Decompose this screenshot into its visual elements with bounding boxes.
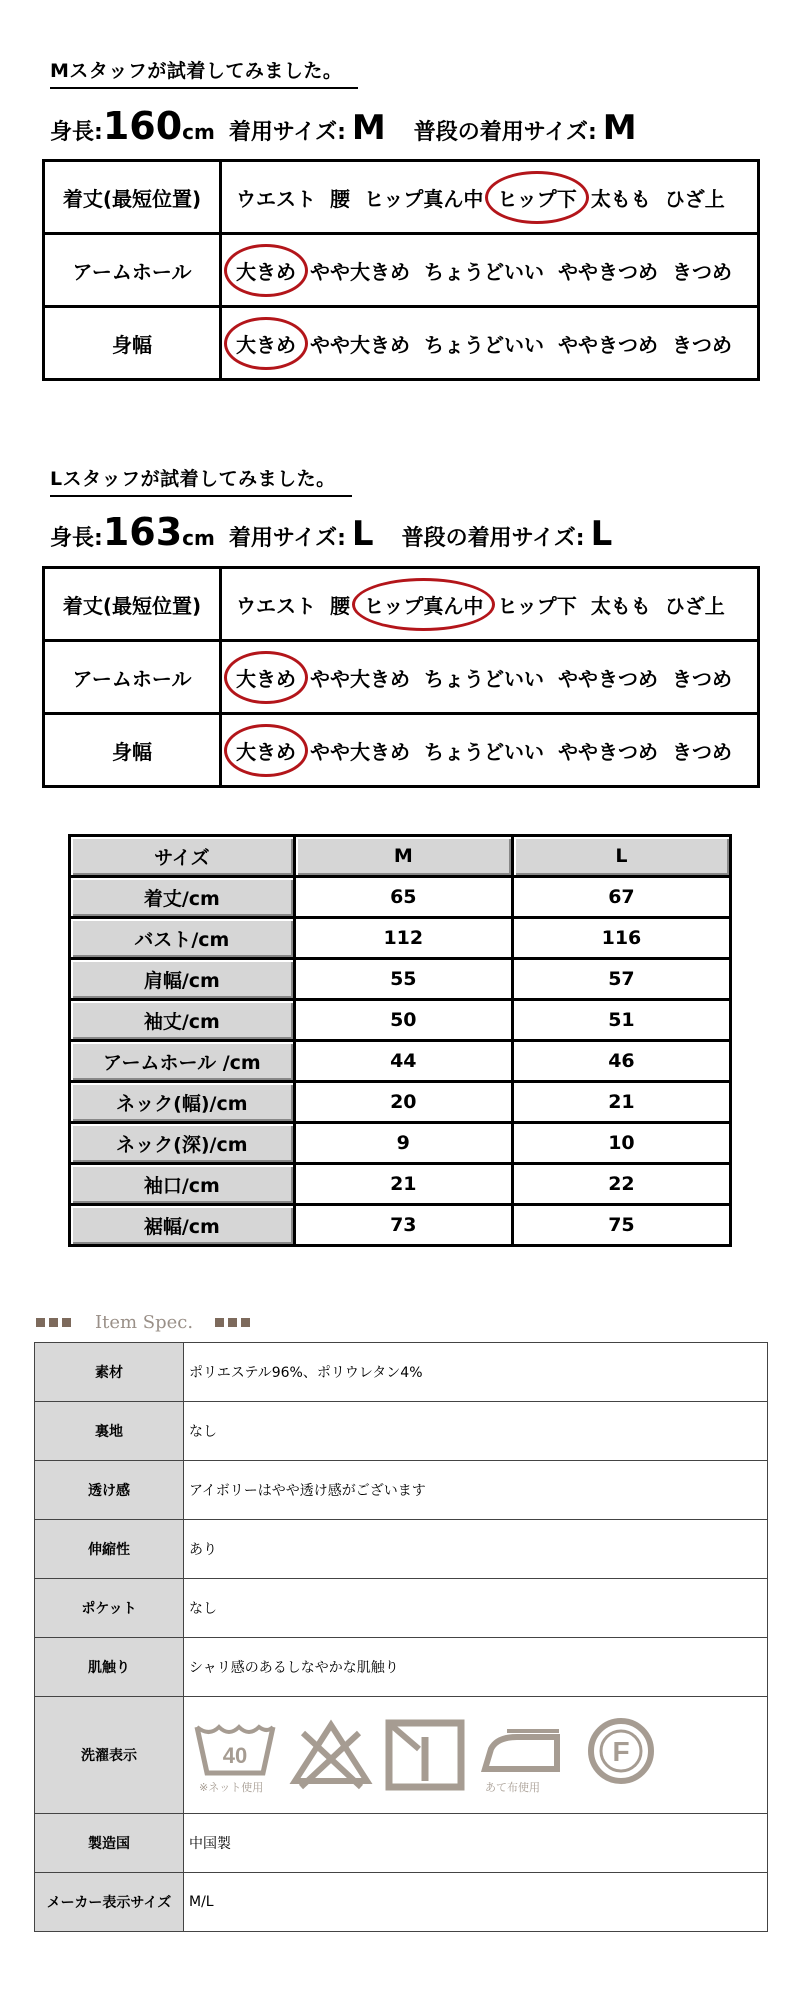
height-value: 163 — [102, 510, 183, 554]
fit-option: やや大きめ — [310, 332, 410, 357]
fit-row — [44, 307, 759, 380]
size-header-cell: L — [514, 837, 729, 878]
fit-option: きつめ — [672, 332, 732, 357]
spec-label: ポケット — [35, 1579, 184, 1638]
spec-row — [35, 1520, 768, 1579]
spec-label: 素材 — [35, 1343, 184, 1402]
spec-row — [35, 1638, 768, 1697]
size-row — [71, 1124, 729, 1165]
fit-option: ややきつめ — [558, 259, 658, 284]
spec-label: 裏地 — [35, 1402, 184, 1461]
fit-option-selected: ヒップ真ん中 — [364, 590, 483, 619]
size-header-row — [71, 837, 729, 878]
fit-row-label: アームホール — [44, 641, 221, 714]
spec-value: ポリエステル96%、ポリウレタン4% — [184, 1343, 768, 1402]
fit-row-label: 着丈(最短位置) — [44, 568, 221, 641]
square-icon — [36, 1318, 45, 1327]
size-row-label: バスト/cm — [71, 919, 296, 960]
spec-row — [35, 1461, 768, 1520]
size-row-label: ネック(幅)/cm — [71, 1083, 296, 1124]
fit-option: ちょうどいい — [424, 259, 544, 284]
size-row — [71, 1001, 729, 1042]
l-staff-title: Lスタッフが試着してみました。 — [50, 464, 352, 497]
size-row — [71, 1083, 729, 1124]
size-value: 65 — [296, 878, 514, 919]
dry-clean-letter: F — [612, 1736, 630, 1767]
fit-option: 腰 — [330, 593, 350, 618]
spec-row — [35, 1343, 768, 1402]
size-row-label: 裾幅/cm — [71, 1206, 296, 1244]
square-icon — [241, 1318, 250, 1327]
size-row-label: 肩幅/cm — [71, 960, 296, 1001]
usual-size-value: L — [590, 514, 613, 554]
fit-options — [221, 161, 759, 234]
fit-option-selected: 大きめ — [236, 256, 296, 285]
size-value: 51 — [514, 1001, 729, 1042]
fit-options — [221, 307, 759, 380]
size-value: 57 — [514, 960, 729, 1001]
square-icon — [62, 1318, 71, 1327]
size-header-cell: サイズ — [71, 837, 296, 878]
spec-row — [35, 1697, 768, 1814]
size-value: 46 — [514, 1042, 729, 1083]
fit-option: きつめ — [672, 666, 732, 691]
spec-value: M/L — [184, 1873, 768, 1932]
size-value: 10 — [514, 1124, 729, 1165]
line-dry-icon — [383, 1715, 467, 1795]
size-value: 67 — [514, 878, 729, 919]
size-value: 44 — [296, 1042, 514, 1083]
fit-row-label: アームホール — [44, 234, 221, 307]
fit-option: 太もも — [590, 186, 651, 211]
spec-label: 製造国 — [35, 1814, 184, 1873]
fit-option-selected: ヒップ下 — [497, 183, 576, 212]
wash-tub-icon — [189, 1715, 279, 1795]
size-value: 21 — [514, 1083, 729, 1124]
height-label: 身長: — [50, 120, 103, 145]
fit-option: ウエスト — [236, 593, 316, 618]
no-bleach-icon — [289, 1715, 373, 1795]
fit-option: やや大きめ — [310, 739, 410, 764]
fit-option: ヒップ下 — [497, 593, 577, 618]
spec-value: シャリ感のあるしなやかな肌触り — [184, 1638, 768, 1697]
fit-row — [44, 714, 759, 787]
spec-value: アイボリーはやや透け感がございます — [184, 1461, 768, 1520]
size-row-label: 袖丈/cm — [71, 1001, 296, 1042]
fit-option: ひざ上 — [664, 593, 725, 618]
item-spec-title: Item Spec. — [95, 1312, 194, 1333]
fit-option: きつめ — [672, 739, 732, 764]
fit-option: ややきつめ — [558, 666, 658, 691]
spec-label: 透け感 — [35, 1461, 184, 1520]
size-value: 9 — [296, 1124, 514, 1165]
item-spec-table — [34, 1342, 768, 1932]
usual-size-label: 普段の着用サイズ: — [413, 120, 597, 145]
m-staff-title: Mスタッフが試着してみました。 — [50, 56, 358, 89]
fit-option: ややきつめ — [558, 739, 658, 764]
worn-size-label: 着用サイズ: — [228, 120, 346, 145]
spec-row — [35, 1579, 768, 1638]
square-icon — [49, 1318, 58, 1327]
fit-option: 腰 — [330, 186, 350, 211]
height-value: 160 — [102, 104, 183, 148]
size-value: 50 — [296, 1001, 514, 1042]
fit-option: ヒップ真ん中 — [364, 186, 484, 211]
spec-label: 肌触り — [35, 1638, 184, 1697]
fit-option: きつめ — [672, 259, 732, 284]
size-row-label: ネック(深)/cm — [71, 1124, 296, 1165]
worn-size-value: L — [351, 514, 374, 554]
size-value: 55 — [296, 960, 514, 1001]
fit-option: ちょうどいい — [424, 739, 544, 764]
size-value: 116 — [514, 919, 729, 960]
size-value: 21 — [296, 1165, 514, 1206]
spec-row — [35, 1402, 768, 1461]
fit-option: ちょうどいい — [424, 666, 544, 691]
m-staff-stats — [50, 104, 665, 148]
size-value: 112 — [296, 919, 514, 960]
l-staff-fit-table — [42, 566, 760, 788]
fit-option-selected: 大きめ — [236, 329, 296, 358]
spec-value: 中国製 — [184, 1814, 768, 1873]
fit-option: ウエスト — [236, 186, 316, 211]
fit-option-selected: 大きめ — [236, 663, 296, 692]
size-row — [71, 878, 729, 919]
size-row-label: 着丈/cm — [71, 878, 296, 919]
iron-icon — [477, 1715, 569, 1795]
fit-options — [221, 568, 759, 641]
m-staff-fit-table — [42, 159, 760, 381]
fit-option-selected: 大きめ — [236, 736, 296, 765]
usual-size-label: 普段の着用サイズ: — [401, 526, 585, 551]
spec-row — [35, 1873, 768, 1932]
fit-row — [44, 161, 759, 234]
fit-option: ややきつめ — [558, 332, 658, 357]
size-row — [71, 1165, 729, 1206]
fit-row — [44, 641, 759, 714]
size-header-cell: M — [296, 837, 514, 878]
fit-row-label: 着丈(最短位置) — [44, 161, 221, 234]
worn-size-label: 着用サイズ: — [228, 526, 346, 551]
spec-label: メーカー表示サイズ — [35, 1873, 184, 1932]
size-value: 73 — [296, 1206, 514, 1244]
fit-option: 太もも — [590, 593, 651, 618]
size-row-label: 袖口/cm — [71, 1165, 296, 1206]
worn-size-value: M — [351, 108, 386, 148]
square-icon — [215, 1318, 224, 1327]
fit-option: ちょうどいい — [424, 332, 544, 357]
height-label: 身長: — [50, 526, 103, 551]
fit-options — [221, 234, 759, 307]
spec-value: なし — [184, 1579, 768, 1638]
care-label-icons — [184, 1697, 768, 1814]
dry-clean-f-icon — [579, 1715, 663, 1795]
fit-row-label: 身幅 — [44, 307, 221, 380]
item-spec-heading — [36, 1312, 254, 1333]
height-unit: cm — [182, 120, 215, 144]
size-table — [68, 834, 732, 1247]
wash-note: ※ネット使用 — [199, 1781, 264, 1794]
fit-row-label: 身幅 — [44, 714, 221, 787]
wash-temp: 40 — [222, 1743, 248, 1768]
usual-size-value: M — [602, 108, 637, 148]
spec-value: あり — [184, 1520, 768, 1579]
size-row — [71, 1042, 729, 1083]
fit-row — [44, 568, 759, 641]
spec-value: なし — [184, 1402, 768, 1461]
spec-label: 洗濯表示 — [35, 1697, 184, 1814]
fit-options — [221, 641, 759, 714]
size-value: 22 — [514, 1165, 729, 1206]
fit-options — [221, 714, 759, 787]
size-row — [71, 1206, 729, 1244]
spec-label: 伸縮性 — [35, 1520, 184, 1579]
fit-row — [44, 234, 759, 307]
size-row — [71, 919, 729, 960]
size-value: 20 — [296, 1083, 514, 1124]
size-value: 75 — [514, 1206, 729, 1244]
care-icons — [189, 1715, 766, 1795]
square-icon — [228, 1318, 237, 1327]
iron-note: あて布使用 — [485, 1781, 540, 1794]
spec-row — [35, 1814, 768, 1873]
height-unit: cm — [182, 526, 215, 550]
fit-option: やや大きめ — [310, 666, 410, 691]
fit-option: ひざ上 — [664, 186, 725, 211]
fit-option: やや大きめ — [310, 259, 410, 284]
size-row-label: アームホール /cm — [71, 1042, 296, 1083]
l-staff-stats — [50, 510, 640, 554]
size-row — [71, 960, 729, 1001]
